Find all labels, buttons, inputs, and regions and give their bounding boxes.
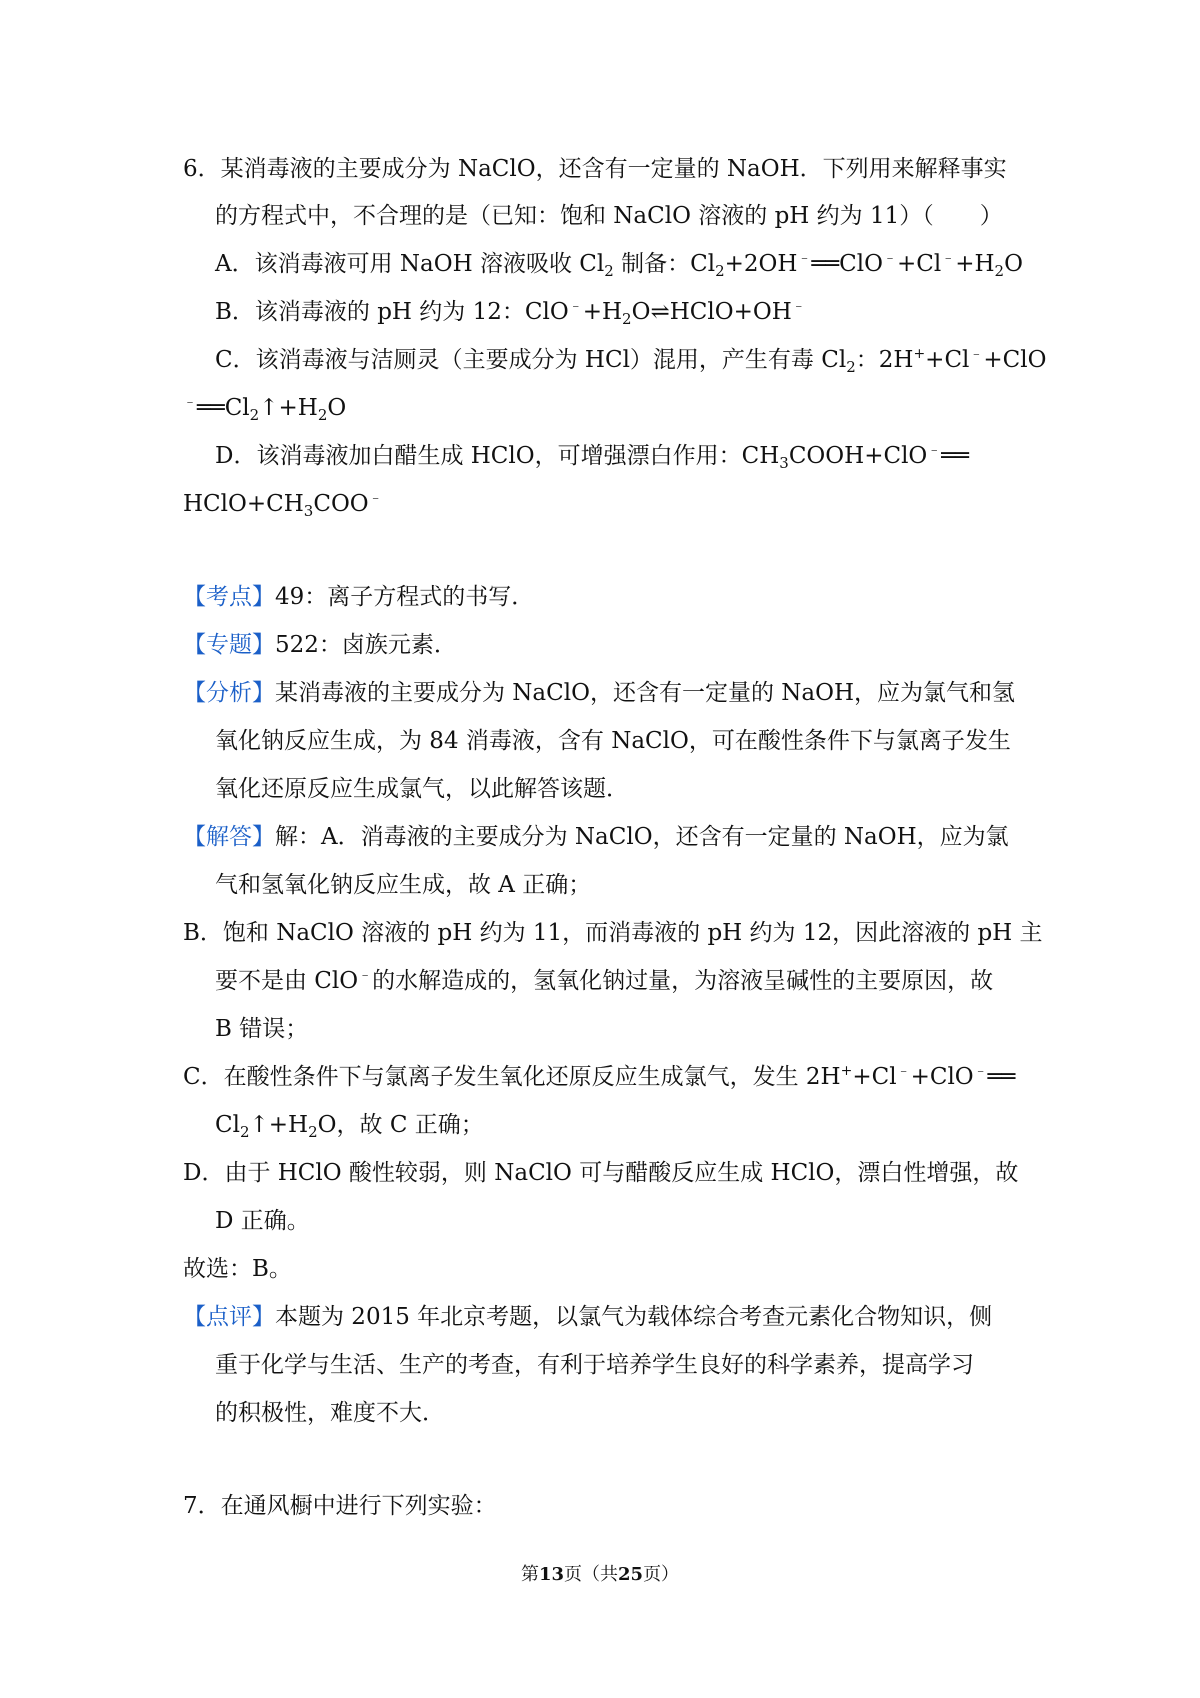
jieda-b-line2: 要不是由 ClO﹣的水解造成的，氢氧化钠过量，为溶液呈碱性的主要原因，故 — [215, 967, 994, 994]
jieda-line1: 【解答】解：A．消毒液的主要成分为 NaClO，还含有一定量的 NaOH，应为氯 — [183, 824, 1009, 850]
q6-option-b: B．该消毒液的 pH 约为 12：$ClO^﹣+H_2O\rightleftharpoons HClO+OH^﹣$ — [215, 298, 806, 328]
kaodian-line: 【考点】49：离子方程式的书写． — [183, 584, 535, 610]
q6-option-a: A．该消毒液可用 NaOH 溶液吸收 $Cl_2$ 制备：$Cl_2+2OH^﹣══ClO^﹣+Cl^﹣+H_2O$ — [215, 250, 1023, 280]
q6-option-c-line2: $^﹣══Cl_2↑+H_2O$ — [183, 394, 347, 424]
page-footer: 第13页（共25页） — [520, 1564, 680, 1585]
fenxi-tag: 【分析】 — [183, 680, 275, 706]
jieda-c-line2: $Cl_2↑+H_2O$，故 C 正确； — [215, 1112, 484, 1141]
dianping-line1: 【点评】本题为 2015 年北京考题，以氯气为载体综合考查元素化合物知识，侧 — [183, 1304, 993, 1330]
jieda-d-line1: D．由于 HClO 酸性较弱，则 NaClO 可与醋酸反应生成 HClO，漂白性增强，故 — [183, 1160, 1019, 1186]
dianping-line3: 的积极性，难度不大． — [215, 1400, 445, 1426]
zhuanti-line: 【专题】522：卤族元素． — [183, 632, 457, 658]
page-total: 25 — [618, 1564, 644, 1585]
jieda-tag: 【解答】 — [183, 824, 275, 850]
fenxi-line3: 氧化还原反应生成氯气，以此解答该题． — [215, 776, 629, 802]
q6-stem-line2: 的方程式中，不合理的是（已知：饱和 NaClO 溶液的 pH 约为 11）（ ） — [215, 203, 1003, 229]
dianping-tag: 【点评】 — [183, 1304, 275, 1330]
q6-option-c-line1: C．该消毒液与洁厕灵（主要成分为 HCl）混用，产生有毒 $Cl_2$：2H++Cl﹣+ClO — [215, 346, 1047, 376]
q6-option-d-line2: $HClO+CH_3COO^﹣$ — [183, 490, 383, 520]
page-number: 13 — [538, 1564, 564, 1585]
jieda-b-line1: B．饱和 NaClO 溶液的 pH 约为 11，而消毒液的 pH 约为 12，因此溶液的 pH 主 — [183, 920, 1043, 946]
q6-option-d-line1: D．该消毒液加白醋生成 HClO，可增强漂白作用：$CH_3COOH+ClO^﹣══$ — [215, 442, 969, 472]
guxuan-line: 故选：B。 — [183, 1256, 292, 1282]
dianping-line2: 重于化学与生活、生产的考查，有利于培养学生良好的科学素养，提高学习 — [215, 1352, 974, 1378]
jieda-b-line3: B 错误； — [215, 1016, 309, 1042]
jieda-c-line1: C．在酸性条件下与氯离子发生氧化还原反应生成氯气，发生 2H++Cl﹣+ClO﹣══ — [183, 1063, 1016, 1090]
q7-stem: 7．在通风橱中进行下列实验： — [183, 1493, 497, 1519]
jieda-d-line2: D 正确。 — [215, 1208, 310, 1234]
q6-stem-line1: 6．某消毒液的主要成分为 NaClO，还含有一定量的 NaOH．下列用来解释事实 — [183, 156, 1007, 182]
fenxi-line1: 【分析】某消毒液的主要成分为 NaClO，还含有一定量的 NaOH，应为氯气和氢 — [183, 680, 1016, 706]
zhuanti-tag: 【专题】 — [183, 632, 275, 658]
jieda-line2: 气和氢氧化钠反应生成，故 A 正确； — [215, 872, 592, 898]
fenxi-line2: 氧化钠反应生成，为 84 消毒液，含有 NaClO，可在酸性条件下与氯离子发生 — [215, 728, 1011, 754]
kaodian-tag: 【考点】 — [183, 584, 275, 610]
